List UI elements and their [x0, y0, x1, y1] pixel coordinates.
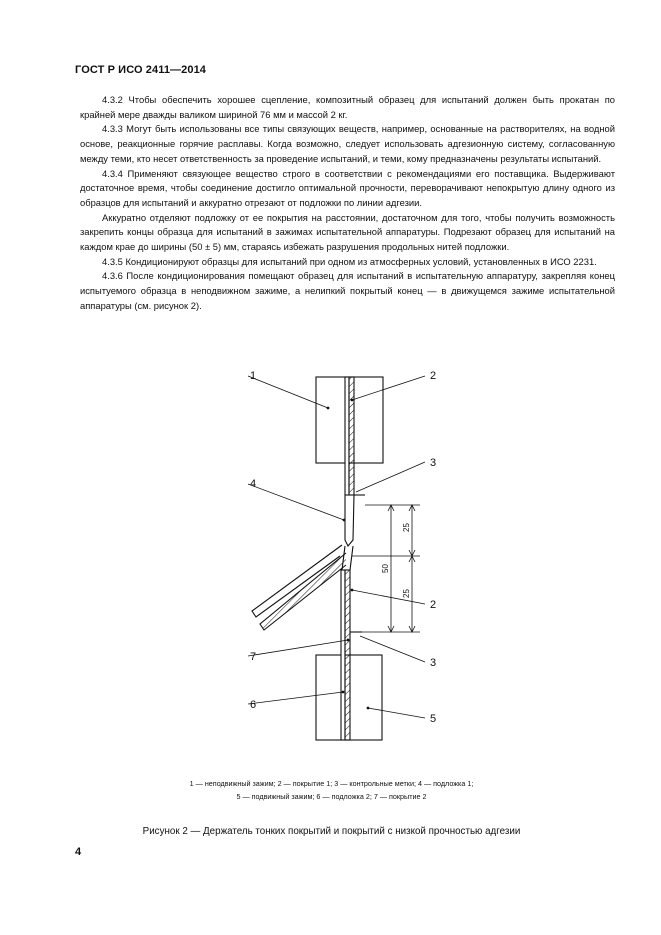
leader-dot-7 — [347, 639, 350, 642]
callout-7: 7 — [250, 651, 257, 663]
callout-6: 6 — [250, 699, 257, 711]
paragraph-4-3-4: 4.3.4 Применяют связующее вещество строго в соответствии с рекомендациями его поставщика. Выдерживают достаточное время, чтобы соединение достигло оптимальной прочности, переворачивают непокрытую длину одного из образцов для испытаний и аккуратно отрезают от подложки по линии адгезии. — [80, 167, 615, 208]
paragraph-4-3-5: 4.3.5 Кондиционируют образцы для испытаний при одном из атмосферных условий, установленных в ИСО 2231. — [102, 255, 597, 267]
leader-dot-2b — [351, 589, 354, 592]
page-number: 4 — [75, 846, 82, 858]
callout-3b: 3 — [430, 657, 437, 669]
leader-dot-5 — [367, 707, 370, 710]
dim-label-25a: 25 — [402, 523, 411, 532]
figure-legend — [80, 778, 583, 803]
leader-7 — [248, 640, 348, 656]
body-text — [80, 93, 615, 314]
upper-coating — [349, 377, 354, 495]
leader-dot-6 — [342, 691, 345, 694]
leader-2b — [352, 590, 425, 604]
paragraph-4-3-6: 4.3.6 После кондиционирования помещают образец для испытаний в испытательную аппаратуру, закрепляя конец испытуемого образца в неподвижном зажиме, а нелипкий покрытый конец — в движущемся зажиме испытательной аппаратуры (см. рисунок 2). — [80, 270, 615, 311]
callout-2a: 2 — [430, 370, 437, 382]
callout-4: 4 — [250, 478, 257, 490]
callout-1: 1 — [250, 370, 257, 382]
leader-4 — [248, 484, 344, 520]
lower-substrate — [341, 570, 345, 740]
leader-3a — [356, 462, 425, 492]
paragraph-4-3-4-cont: Аккуратно отделяют подложку от ее покрытия на расстоянии, достаточном для того, чтобы получить возможность закрепить концы образца для испытаний в зажимах испытательной аппаратуры. Подрезают образец для испытаний на каждом крае до ширины (50 ± 5) мм, стараясь избежать разрушения продольных нитей подложки. — [80, 211, 615, 253]
dim-label-50: 50 — [381, 564, 390, 573]
leader-dot-1 — [327, 407, 330, 410]
figure-title: Рисунок 2 — Держатель тонких покрытий и покрытий с низкой прочностью адгезии — [142, 826, 521, 837]
callout-5: 5 — [430, 713, 437, 725]
dim-label-25b: 25 — [402, 589, 411, 598]
figure-2-diagram — [0, 362, 661, 762]
leader-dot-4 — [343, 519, 346, 522]
callout-2b: 2 — [430, 599, 437, 611]
upper-substrate — [345, 377, 349, 495]
substrate-1 — [345, 495, 354, 546]
peeled-arm-inner — [260, 553, 346, 630]
figure-legend-line-2: 5 — подвижный зажим; 6 — подложка 2; 7 — покрытие 2 — [236, 791, 427, 801]
figure-legend-line-1: 1 — неподвижный зажим; 2 — покрытие 1; 3 — контрольные метки; 4 — подложка 1; — [189, 779, 474, 788]
leader-dot-2a — [351, 399, 354, 402]
paragraph-4-3-2: 4.3.2 Чтобы обеспечить хорошее сцепление, композитный образец для испытаний должен быть прокатан по крайней мере дважды валиком шириной 76 мм и массой 2 кг. — [80, 94, 615, 120]
lower-coating — [345, 570, 350, 740]
paragraph-4-3-3: 4.3.3 Могут быть использованы все типы связующих веществ, например, основанные на растворителях, на водной основе, реакционные горячие расплавы. Когда возможно, следует использовать адгезионную систему, согласованную между теми, кто несет ответственность за проведение испытаний, и теми, кому предназначены результаты испытаний. — [80, 123, 615, 164]
document-header: ГОСТ Р ИСО 2411—2014 — [75, 64, 207, 76]
peeled-arm-outer — [252, 545, 342, 617]
callout-3a: 3 — [430, 457, 437, 469]
